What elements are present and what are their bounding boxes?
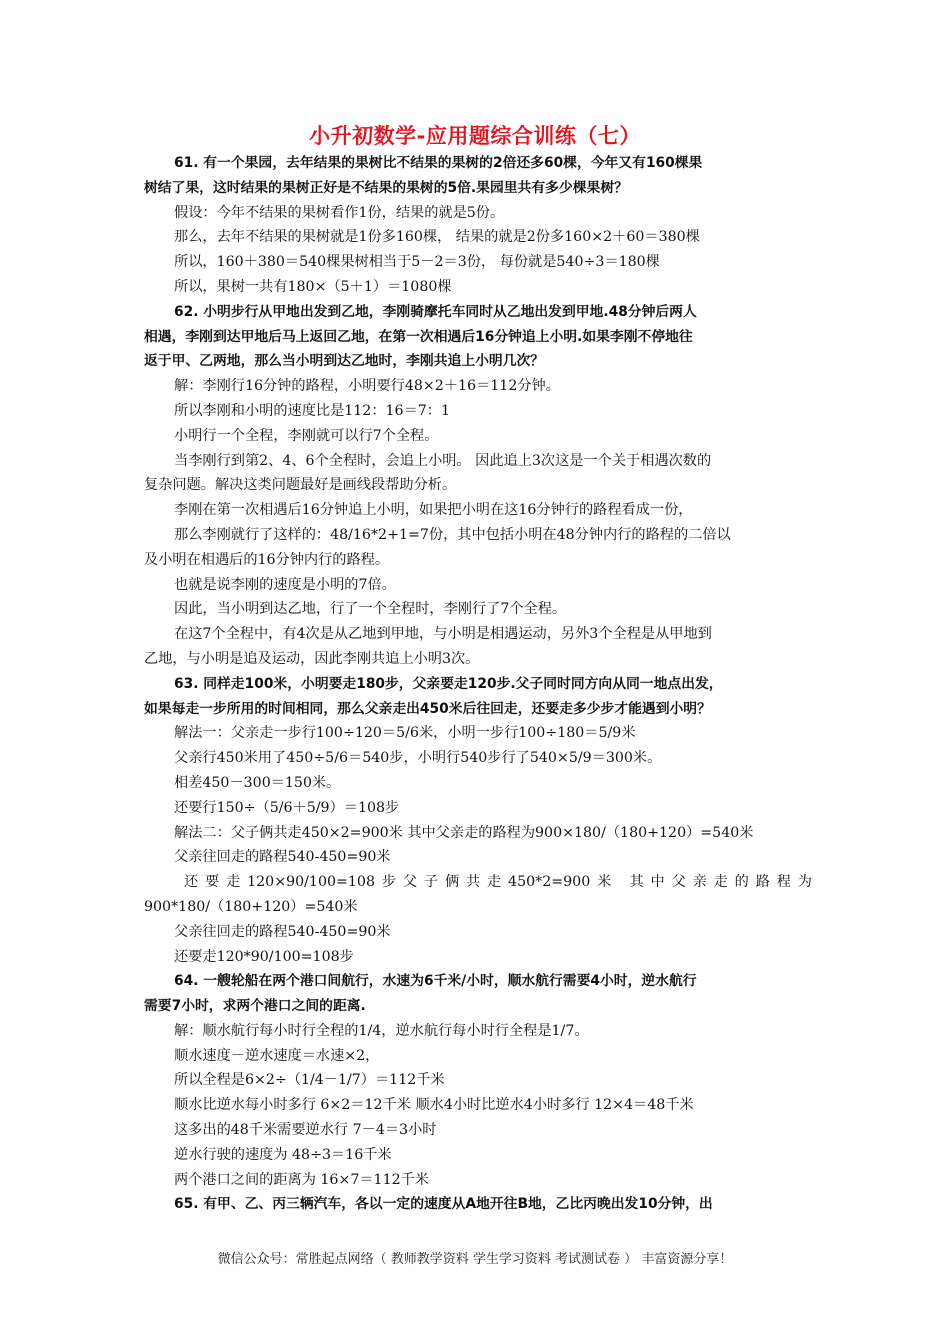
text-line: 假设：今年不结果的果树看作1份，结果的就是5份。 <box>174 204 505 221</box>
page-title: 小升初数学-应用题综合训练（七） <box>309 124 641 148</box>
text-line: 那么，去年不结果的果树就是1份多160棵， 结果的就是2份多160×2＋60＝380棵 <box>174 229 700 246</box>
text-line: 还要走120*90/100=108步 <box>174 948 354 965</box>
text-line: 解：顺水航行每小时行全程的1/4，逆水航行每小时行全程是1/7。 <box>174 1022 589 1039</box>
text-line: 也就是说李刚的速度是小明的7倍。 <box>174 576 396 593</box>
text-line: 相差450－300＝150米。 <box>174 774 341 791</box>
text-line: 在这7个全程中，有4次是从乙地到甲地，与小明是相遇运动，另外3个全程是从甲地到 <box>174 626 712 643</box>
text-line: 这多出的48千米需要逆水行 7－4＝3小时 <box>174 1122 437 1139</box>
question-line: 63. 同样走100米，小明要走180步，父亲要走120步.父子同时同方向从同一地点出发， <box>174 675 723 692</box>
text-line: 所以，果树一共有180×（5＋1）＝1080棵 <box>174 278 452 295</box>
text-line: 顺水速度－逆水速度＝水速×2， <box>174 1047 380 1064</box>
text-line: 那么李刚就行了这样的：48/16*2+1=7份，其中包括小明在48分钟内行的路程的二倍以 <box>174 526 731 543</box>
text-line: 900*180/（180+120）=540米 <box>144 898 358 915</box>
text-line: 两个港口之间的距离为 16×7＝112千米 <box>174 1171 429 1188</box>
page-footer: 微信公众号：常胜起点网络（ 教师教学资料 学生学习资料 考试测试卷 ） 丰富资源分享！ <box>217 1252 733 1267</box>
question-line: 61. 有一个果园，去年结果的果树比不结果的果树的2倍还多60棵，今年又有160棵果 <box>174 155 703 171</box>
question-line: 如果每走一步所用的时间相同，那么父亲走出450米后往回走，还要走多少步才能遇到小明？ <box>144 700 711 717</box>
text-line: 解：李刚行16分钟的路程，小明要行48×2＋16＝112分钟。 <box>174 378 560 395</box>
text-line: 父亲往回走的路程540-450=90米 <box>174 923 391 940</box>
text-line: 还要走120×90/100=108步父子俩共走450*2=900米 其中父亲走的路程为 <box>184 874 812 891</box>
text-line: 顺水比逆水每小时多行 6×2＝12千米 顺水4小时比逆水4小时多行 12×4＝48千米 <box>174 1097 694 1114</box>
question-line: 65. 有甲、乙、丙三辆汽车，各以一定的速度从A地开往B地，乙比丙晚出发10分钟，出 <box>174 1196 713 1213</box>
text-line: 当李刚行到第2、4、6个全程时，会追上小明。 因此追上3次这是一个关于相遇次数的 <box>174 452 712 469</box>
text-line: 所以全程是6×2÷（1/4－1/7）＝112千米 <box>174 1072 445 1089</box>
question-line: 62. 小明步行从甲地出发到乙地，李刚骑摩托车同时从乙地出发到甲地.48分钟后两人 <box>174 303 697 320</box>
question-line: 需要7小时，求两个港口之间的距离. <box>144 998 366 1015</box>
text-line: 所以李刚和小明的速度比是112：16＝7：1 <box>174 402 450 419</box>
question-line: 相遇，李刚到达甲地后马上返回乙地，在第一次相遇后16分钟追上小明.如果李刚不停地往 <box>144 328 693 345</box>
question-line: 返于甲、乙两地，那么当小明到达乙地时，李刚共追上小明几次？ <box>144 353 545 370</box>
question-line: 树结了果，这时结果的果树正好是不结果的果树的5倍.果园里共有多少棵果树？ <box>144 179 628 196</box>
text-line: 所以，160＋380＝540棵果树相当于5－2＝3份， 每份就是540÷3＝180棵 <box>174 254 660 271</box>
document-body <box>144 151 812 1217</box>
text-line: 及小明在相遇后的16分钟内行的路程。 <box>144 551 390 568</box>
text-line: 解法一：父亲走一步行100÷120＝5/6米，小明一步行100÷180＝5/9米 <box>174 725 636 742</box>
text-line: 父亲行450米用了450÷5/6＝540步，小明行540步行了540×5/9＝300米。 <box>174 750 662 767</box>
text-line: 逆水行驶的速度为 48÷3＝16千米 <box>174 1146 392 1163</box>
text-line: 父亲往回走的路程540-450=90米 <box>174 849 391 866</box>
text-line: 解法二：父子俩共走450×2=900米 其中父亲走的路程为900×180/（180+120）=540米 <box>174 824 754 841</box>
text-line: 复杂问题。解决这类问题最好是画线段帮助分析。 <box>144 477 457 494</box>
text-line: 李刚在第一次相遇后16分钟追上小明，如果把小明在这16分钟行的路程看成一份， <box>174 502 693 519</box>
text-line: 小明行一个全程，李刚就可以行7个全程。 <box>174 427 439 444</box>
question-line: 64. 一艘轮船在两个港口间航行，水速为6千米/小时，顺水航行需要4小时，逆水航行 <box>174 973 697 990</box>
text-line: 还要行150÷（5/6＋5/9）＝108步 <box>174 799 400 816</box>
text-line: 因此，当小明到达乙地，行了一个全程时，李刚行了7个全程。 <box>174 601 567 618</box>
text-line: 乙地，与小明是追及运动，因此李刚共追上小明3次。 <box>144 650 480 667</box>
